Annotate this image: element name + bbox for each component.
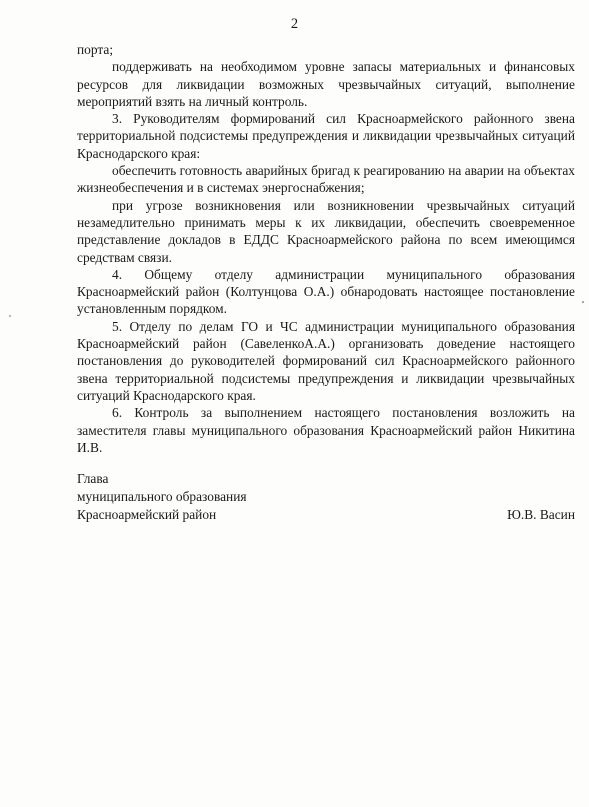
paragraph-port: порта; <box>77 42 114 57</box>
scan-speck <box>9 315 10 316</box>
signature-title-line2: муниципального образования <box>77 489 247 505</box>
paragraph-threat: при угрозе возникновения или возникновении чрезвычайных ситуаций незамедлительно принимать меры к их ликвидации, обеспечить своевременное представление докладов в ЕДДС Красноармейского района по всем имеющимся средствам связи. <box>77 197 575 265</box>
paragraph-item-4: 4. Общему отделу администрации муниципального образования Красноармейский район (Колтунцова О.А.) обнародовать настоящее постановление установленным порядком. <box>77 266 575 317</box>
page-number: 2 <box>290 16 299 32</box>
signature-title-line1: Глава <box>77 471 109 486</box>
paragraph-reserves: поддерживать на необходимом уровне запасы материальных и финансовых ресурсов для ликвидации возможных чрезвычайных ситуаций, выполнение мероприятий взять на личный контроль. <box>77 59 575 109</box>
scan-speck <box>582 301 584 303</box>
paragraph-readiness: обеспечить готовность аварийных бригад к реагированию на аварии на объектах жизнеобеспечения и в системах энергоснабжения; <box>77 163 575 196</box>
signatory-name: Ю.В. Васин <box>507 507 575 523</box>
signature-title-line3: Красноармейский район <box>77 507 217 523</box>
paragraph-item-5: 5. Отделу по делам ГО и ЧС администрации муниципального образования Красноармейский район (СавеленкоА.А.) организовать доведение настоящего постановления до руководителей формирований сил Красноармейского районного звена территориальной подсистемы предупреждения и ликвидации чрезвычайных ситуаций Краснодарского края. <box>77 318 575 403</box>
paragraph-item-6: 6. Контроль за выполнением настоящего постановления возложить на заместителя главы муниципального образования Красноармейский район Никитина И.В. <box>77 405 575 455</box>
paragraph-item-3: 3. Руководителям формирований сил Красноармейского районного звена территориальной подсистемы предупреждения и ликвидации чрезвычайных ситуаций Краснодарского края: <box>77 111 575 161</box>
